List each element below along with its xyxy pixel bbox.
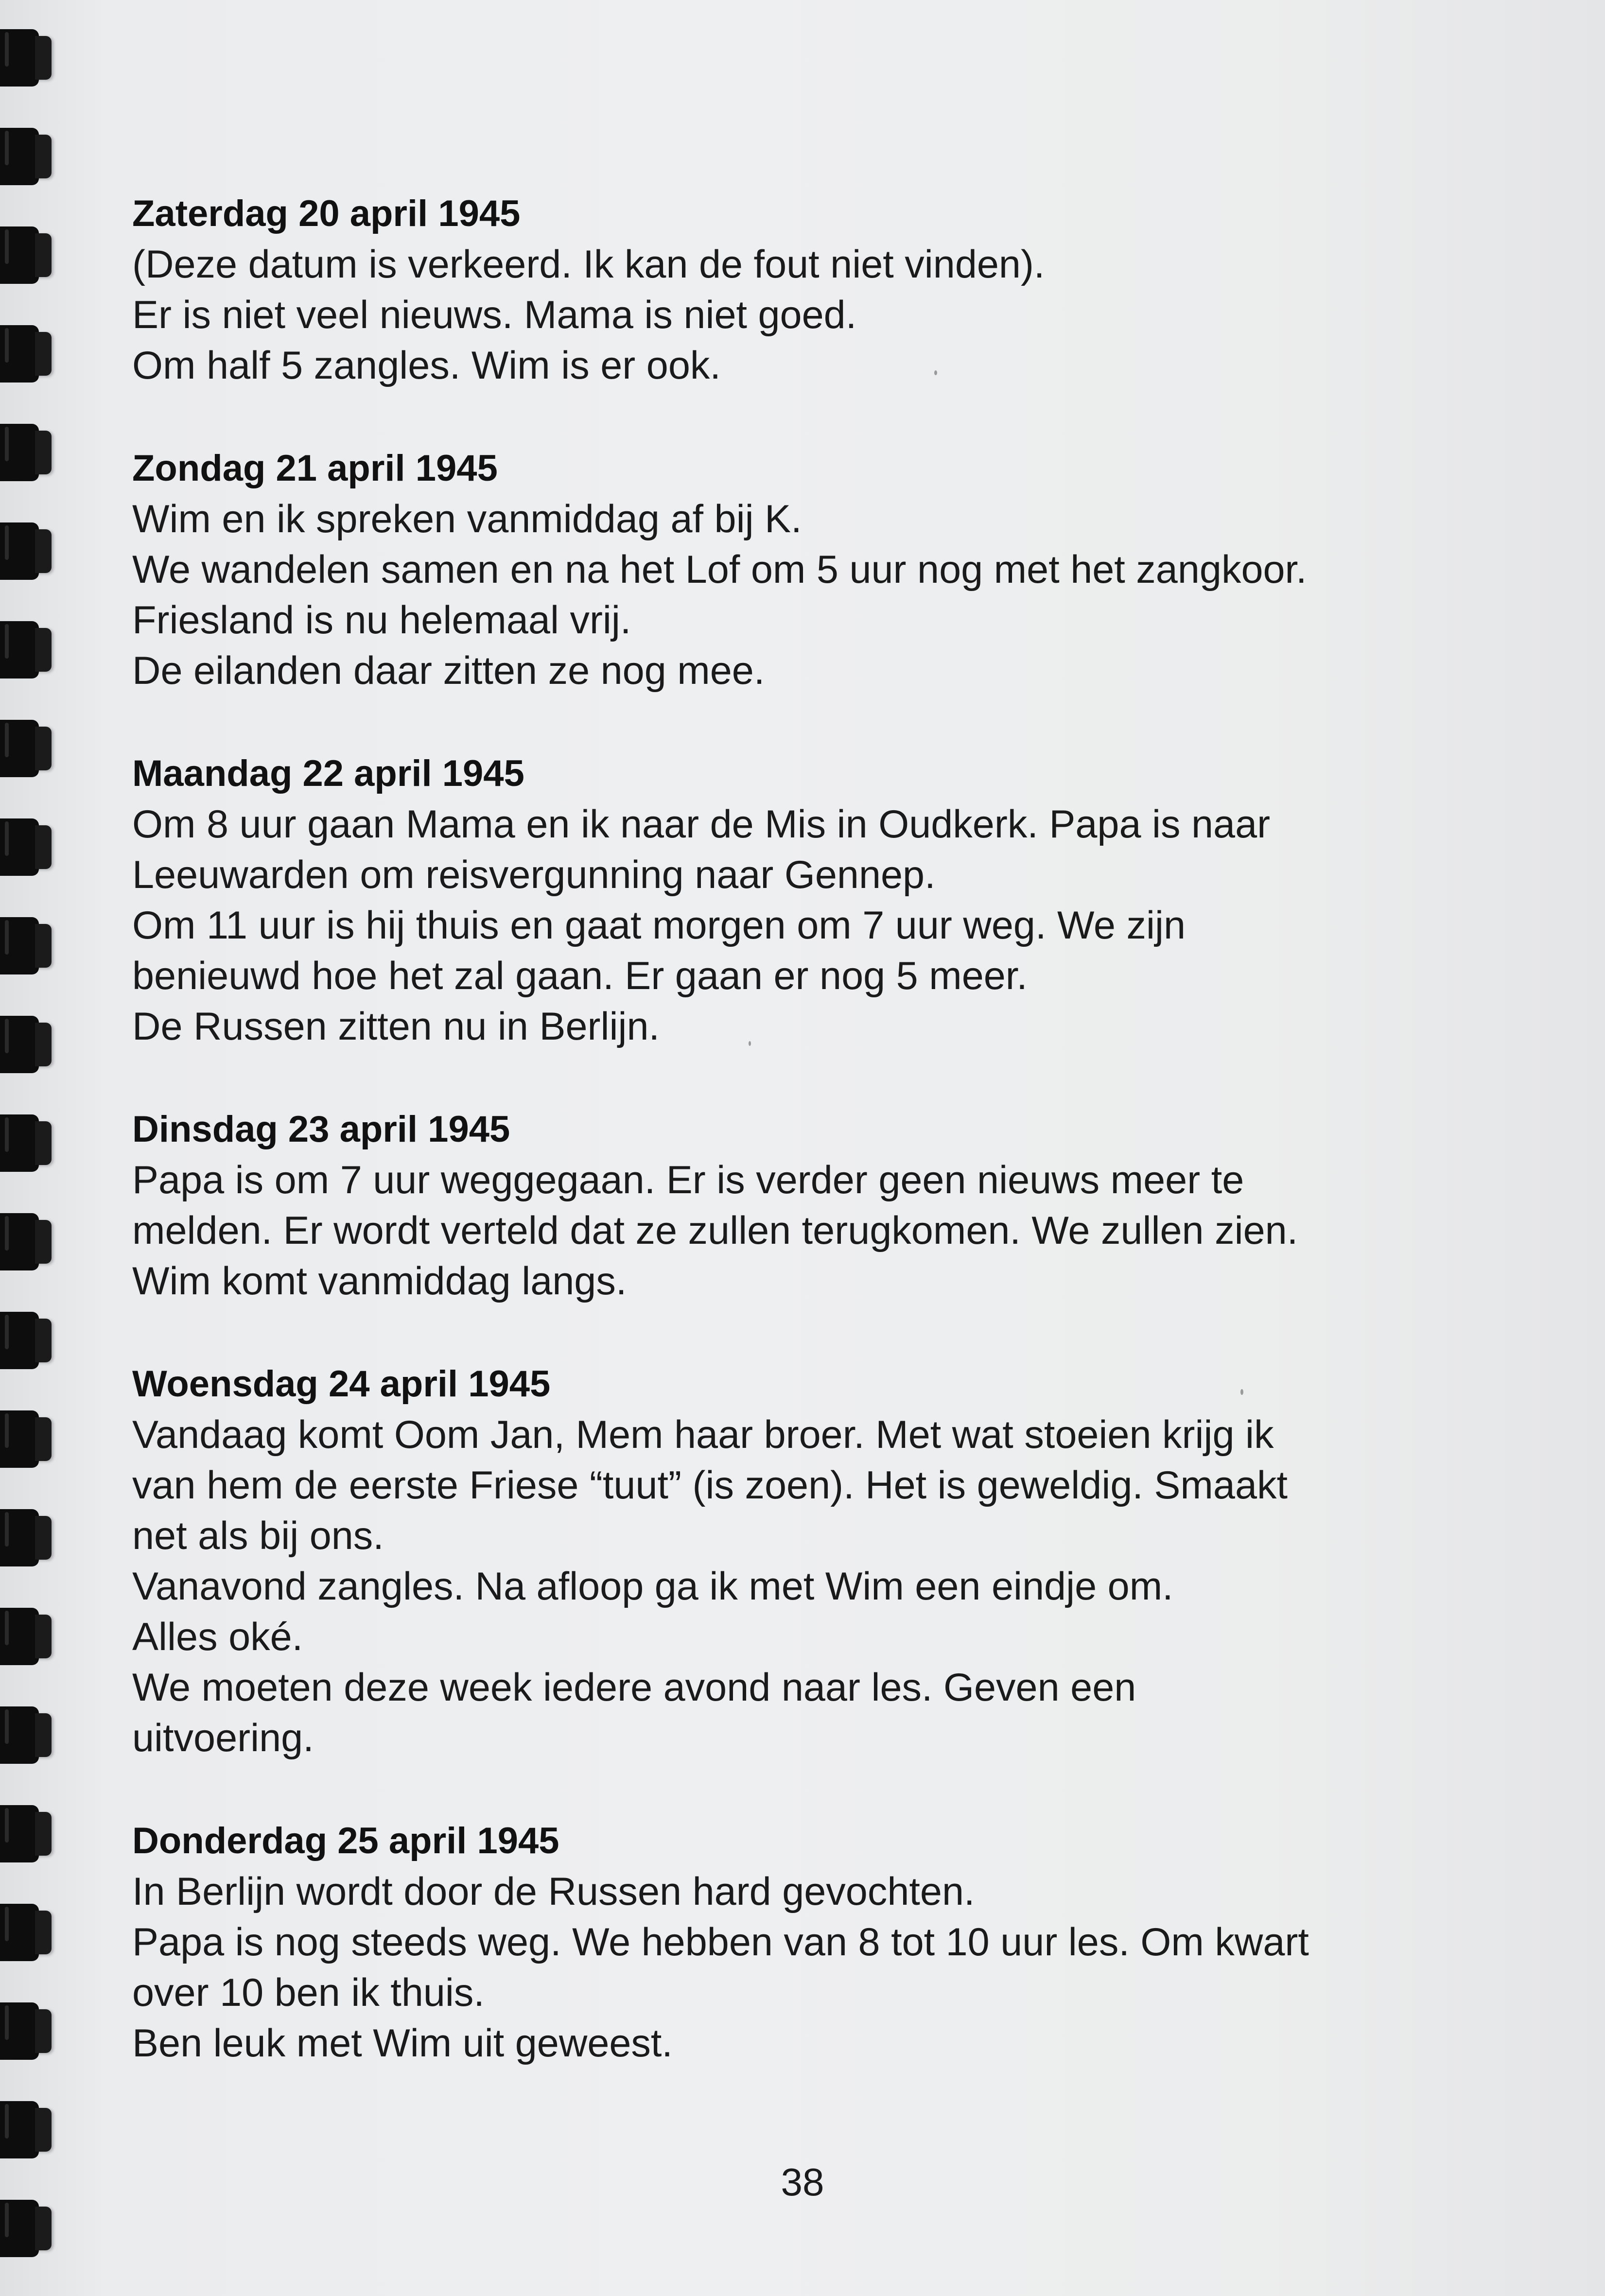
paper-speck bbox=[1240, 1389, 1243, 1395]
paper-speck bbox=[934, 370, 937, 375]
diary-entry bbox=[132, 748, 1474, 1052]
diary-entry bbox=[132, 443, 1474, 696]
entry-text-line: Friesland is nu helemaal vrij. bbox=[132, 598, 631, 642]
entry-date-heading: Maandag 22 april 1945 bbox=[132, 753, 524, 794]
entry-date-heading: Zaterdag 20 april 1945 bbox=[132, 193, 521, 234]
entry-date-heading: Zondag 21 april 1945 bbox=[132, 448, 498, 489]
entry-text-line: Om half 5 zangles. Wim is er ook. bbox=[132, 344, 721, 387]
entry-text-line: We moeten deze week iedere avond naar les. Geven een bbox=[132, 1666, 1136, 1709]
entry-text-line: Om 8 uur gaan Mama en ik naar de Mis in Oudkerk. Papa is naar bbox=[132, 802, 1271, 846]
binding-ring bbox=[0, 226, 57, 284]
binding-ring bbox=[0, 29, 57, 87]
diary-entries bbox=[132, 189, 1474, 2121]
entry-text-line: We wandelen samen en na het Lof om 5 uur nog met het zangkoor. bbox=[132, 548, 1307, 591]
binding-ring bbox=[0, 1312, 57, 1369]
entry-text-line: Er is niet veel nieuws. Mama is niet goed. bbox=[132, 293, 857, 337]
binding-ring bbox=[0, 128, 57, 185]
binding-ring bbox=[0, 522, 57, 580]
binding-ring bbox=[0, 424, 57, 481]
entry-text-line: Alles oké. bbox=[132, 1615, 303, 1659]
diary-entry bbox=[132, 1359, 1474, 1763]
binding-ring bbox=[0, 1805, 57, 1862]
binding-ring bbox=[0, 621, 57, 678]
entry-text-line: Om 11 uur is hij thuis en gaat morgen om 7 uur weg. We zijn bbox=[132, 904, 1186, 947]
entry-text-line: (Deze datum is verkeerd. Ik kan de fout niet vinden). bbox=[132, 243, 1045, 286]
diary-entry bbox=[132, 189, 1474, 391]
entry-text-line: net als bij ons. bbox=[132, 1514, 384, 1558]
paper-speck bbox=[749, 1041, 751, 1046]
entry-text-line: De Russen zitten nu in Berlijn. bbox=[132, 1005, 660, 1048]
binding-ring bbox=[0, 917, 57, 974]
binding-ring bbox=[0, 1114, 57, 1172]
diary-entry bbox=[132, 1104, 1474, 1306]
binding-ring bbox=[0, 1608, 57, 1665]
entry-text-line: van hem de eerste Friese “tuut” (is zoen). Het is geweldig. Smaakt bbox=[132, 1463, 1288, 1507]
binding-ring bbox=[0, 1410, 57, 1468]
binding-ring bbox=[0, 1509, 57, 1566]
entry-text-line: benieuwd hoe het zal gaan. Er gaan er nog 5 meer. bbox=[132, 954, 1028, 998]
entry-text-line: Ben leuk met Wim uit geweest. bbox=[132, 2021, 673, 2065]
binding-ring bbox=[0, 1706, 57, 1764]
binding-ring bbox=[0, 325, 57, 383]
binding-ring bbox=[0, 2002, 57, 2060]
entry-text-line: Papa is om 7 uur weggegaan. Er is verder geen nieuws meer te bbox=[132, 1158, 1244, 1202]
entry-text-line: Leeuwarden om reisvergunning naar Gennep. bbox=[132, 853, 936, 897]
entry-text-line: Vanavond zangles. Na afloop ga ik met Wim een eindje om. bbox=[132, 1565, 1173, 1608]
entry-date-heading: Donderdag 25 april 1945 bbox=[132, 1820, 559, 1861]
entry-text-line: melden. Er wordt verteld dat ze zullen terugkomen. We zullen zien. bbox=[132, 1209, 1298, 1252]
diary-entry bbox=[132, 1816, 1474, 2069]
entry-text-line: over 10 ben ik thuis. bbox=[132, 1971, 485, 2015]
spiral-binding bbox=[0, 0, 63, 2296]
binding-ring bbox=[0, 1904, 57, 1961]
binding-ring bbox=[0, 720, 57, 777]
binding-ring bbox=[0, 818, 57, 876]
entry-text-line: In Berlijn wordt door de Russen hard gevochten. bbox=[132, 1870, 975, 1913]
entry-text-line: Wim komt vanmiddag langs. bbox=[132, 1259, 627, 1303]
entry-text-line: Wim en ik spreken vanmiddag af bij K. bbox=[132, 497, 802, 541]
entry-text-line: Papa is nog steeds weg. We hebben van 8 tot 10 uur les. Om kwart bbox=[132, 1920, 1309, 1964]
binding-ring bbox=[0, 2200, 57, 2257]
entry-text-line: De eilanden daar zitten ze nog mee. bbox=[132, 649, 765, 693]
binding-ring bbox=[0, 1213, 57, 1270]
entry-text-line: uitvoering. bbox=[132, 1716, 314, 1760]
entry-date-heading: Dinsdag 23 april 1945 bbox=[132, 1109, 510, 1150]
entry-date-heading: Woensdag 24 april 1945 bbox=[132, 1363, 551, 1405]
binding-ring bbox=[0, 2101, 57, 2158]
entry-text-line: Vandaag komt Oom Jan, Mem haar broer. Met wat stoeien krijg ik bbox=[132, 1413, 1274, 1457]
page-number: 38 bbox=[781, 2160, 824, 2204]
binding-ring bbox=[0, 1016, 57, 1073]
